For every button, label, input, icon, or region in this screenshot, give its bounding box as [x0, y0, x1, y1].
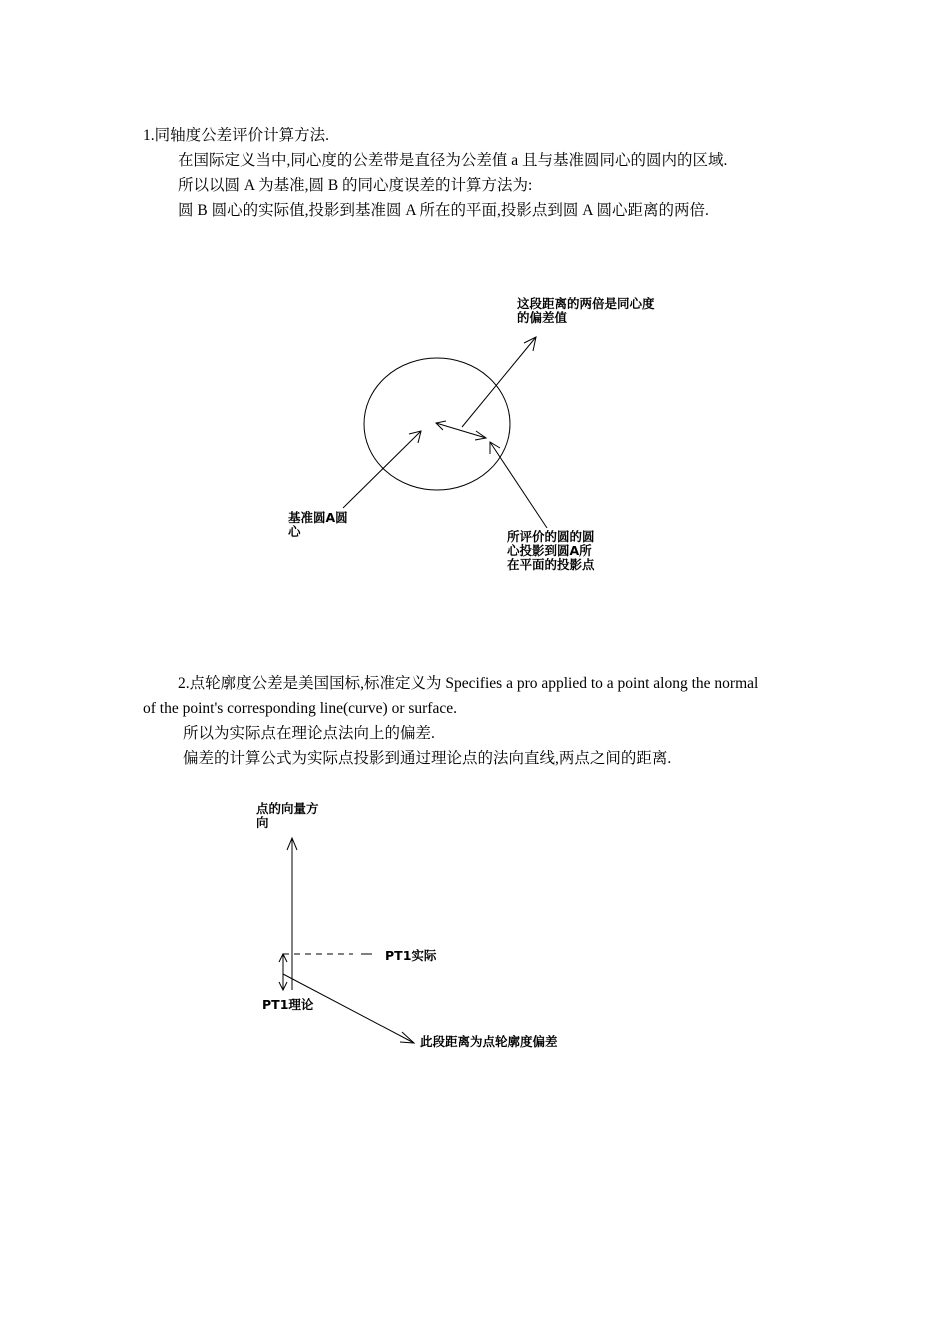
section2-line1: 2.点轮廓度公差是美国国标,标准定义为 Specifies a pro applied to a point along the normal [178, 675, 759, 692]
figure1-left-label-line1: 基准圆A圆 [288, 510, 348, 525]
figure1-left-label-line2: 心 [288, 524, 301, 539]
section1-para2: 所以以圆 A 为基准,圆 B 的同心度误差的计算方法为: [178, 177, 533, 194]
figure2-deviation-label: 此段距离为点轮廓度偏差 [420, 1034, 558, 1049]
figure2-actual-label: PT1实际 [385, 948, 437, 963]
figure1-top-label-line2: 的偏差值 [517, 310, 568, 325]
section1-para1: 在国际定义当中,同心度的公差带是直径为公差值 a 且与基准圆同心的圆内的区域. [178, 152, 728, 169]
figure1-right-label-line2: 心投影到圆A所 [507, 543, 592, 558]
figure1-right-label-line1: 所评价的圆的圆 [507, 529, 595, 544]
figure2-theory-label: PT1理论 [262, 997, 314, 1012]
figure2-profile-diagram [279, 838, 414, 1043]
arrow-to-projection [490, 442, 547, 528]
section2-para1: 所以为实际点在理论点法向上的偏差. [183, 725, 435, 742]
section1-heading: 1.同轴度公差评价计算方法. [143, 127, 330, 144]
distance-double-arrow [436, 421, 486, 440]
section2-para2: 偏差的计算公式为实际点投影到通过理论点的法向直线,两点之间的距离. [183, 750, 672, 767]
deviation-double-arrow [279, 954, 287, 990]
section2-line2: of the point's corresponding line(curve) or surface. [143, 700, 457, 717]
arrow-to-top-label [462, 337, 536, 427]
section1-para3: 圆 B 圆心的实际值,投影到基准圆 A 所在的平面,投影点到圆 A 圆心距离的两倍. [178, 202, 709, 219]
figure1-top-label-line1: 这段距离的两倍是同心度 [517, 296, 655, 311]
arrow-to-center [343, 431, 421, 508]
figure2-vector-label-line2: 向 [256, 815, 269, 830]
figure1-right-label-line3: 在平面的投影点 [507, 557, 595, 572]
normal-vector-arrow [287, 838, 297, 990]
figure2-vector-label-line1: 点的向量方 [256, 801, 319, 816]
figure1-concentricity-diagram [343, 337, 547, 528]
